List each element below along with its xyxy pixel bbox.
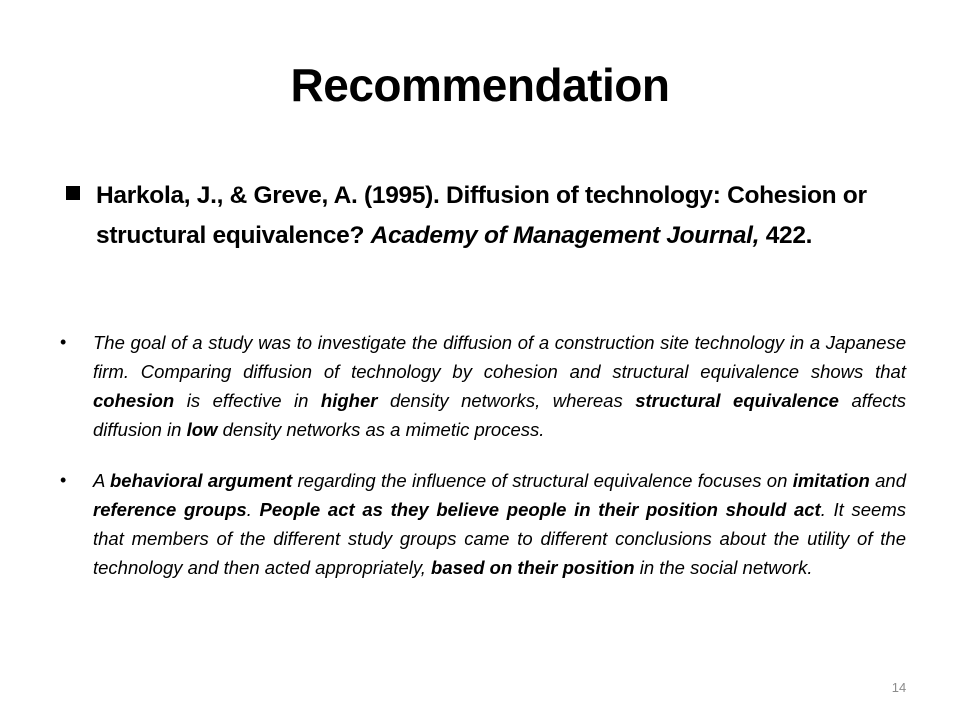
body-text: The goal of a study was to investigate the diffusion of a construction site technology in a Japanese firm. Comparing diffusion of technology by cohesion and structural equivalence shows that: [93, 332, 906, 382]
emphasis-text: reference groups: [93, 499, 247, 520]
reference-citation: [96, 176, 896, 256]
bullet-point: [60, 328, 906, 444]
body-text: is effective in: [174, 390, 321, 411]
body-text: density networks, whereas: [377, 390, 636, 411]
bullet-text: [93, 328, 906, 444]
body-text: density networks as a mimetic process.: [217, 419, 545, 440]
body-text: affects diffusion in: [93, 390, 906, 440]
emphasis-text: People act as they believe people in their position should act: [259, 499, 821, 520]
slide-title: Recommendation: [290, 59, 670, 111]
bullet-text: [93, 466, 906, 582]
emphasis-text: imitation: [792, 470, 870, 491]
journal-name: Academy of Management Journal,: [370, 222, 760, 249]
body-text: .: [246, 499, 260, 520]
citation-page: 422.: [759, 222, 813, 249]
page-number: 14: [891, 680, 907, 695]
emphasis-text: structural equivalence: [635, 390, 839, 411]
bullet-point: [60, 466, 906, 582]
body-text: A: [93, 470, 110, 491]
body-text: regarding the influence of structural equivalence focuses on: [292, 470, 793, 491]
emphasis-text: based on their position: [431, 557, 635, 578]
square-bullet-icon: [66, 186, 80, 200]
round-bullet-icon: •: [60, 470, 67, 490]
emphasis-text: higher: [320, 390, 378, 411]
citation-text: Harkola, J., & Greve, A. (1995). Diffusion of technology: Cohesion or structural equivalence?: [96, 182, 867, 249]
round-bullet-icon: •: [60, 332, 67, 352]
emphasis-text: cohesion: [93, 390, 175, 411]
emphasis-text: low: [186, 419, 218, 440]
body-text: and: [869, 470, 907, 491]
reference-item: [66, 176, 896, 256]
body-text: . It seems that members of the different study groups came to different conclusions about the utility of the technology and then acted appropriately,: [93, 499, 907, 578]
bullet-list: [60, 328, 906, 604]
emphasis-text: behavioral argument: [110, 470, 293, 491]
body-text: in the social network.: [634, 557, 813, 578]
